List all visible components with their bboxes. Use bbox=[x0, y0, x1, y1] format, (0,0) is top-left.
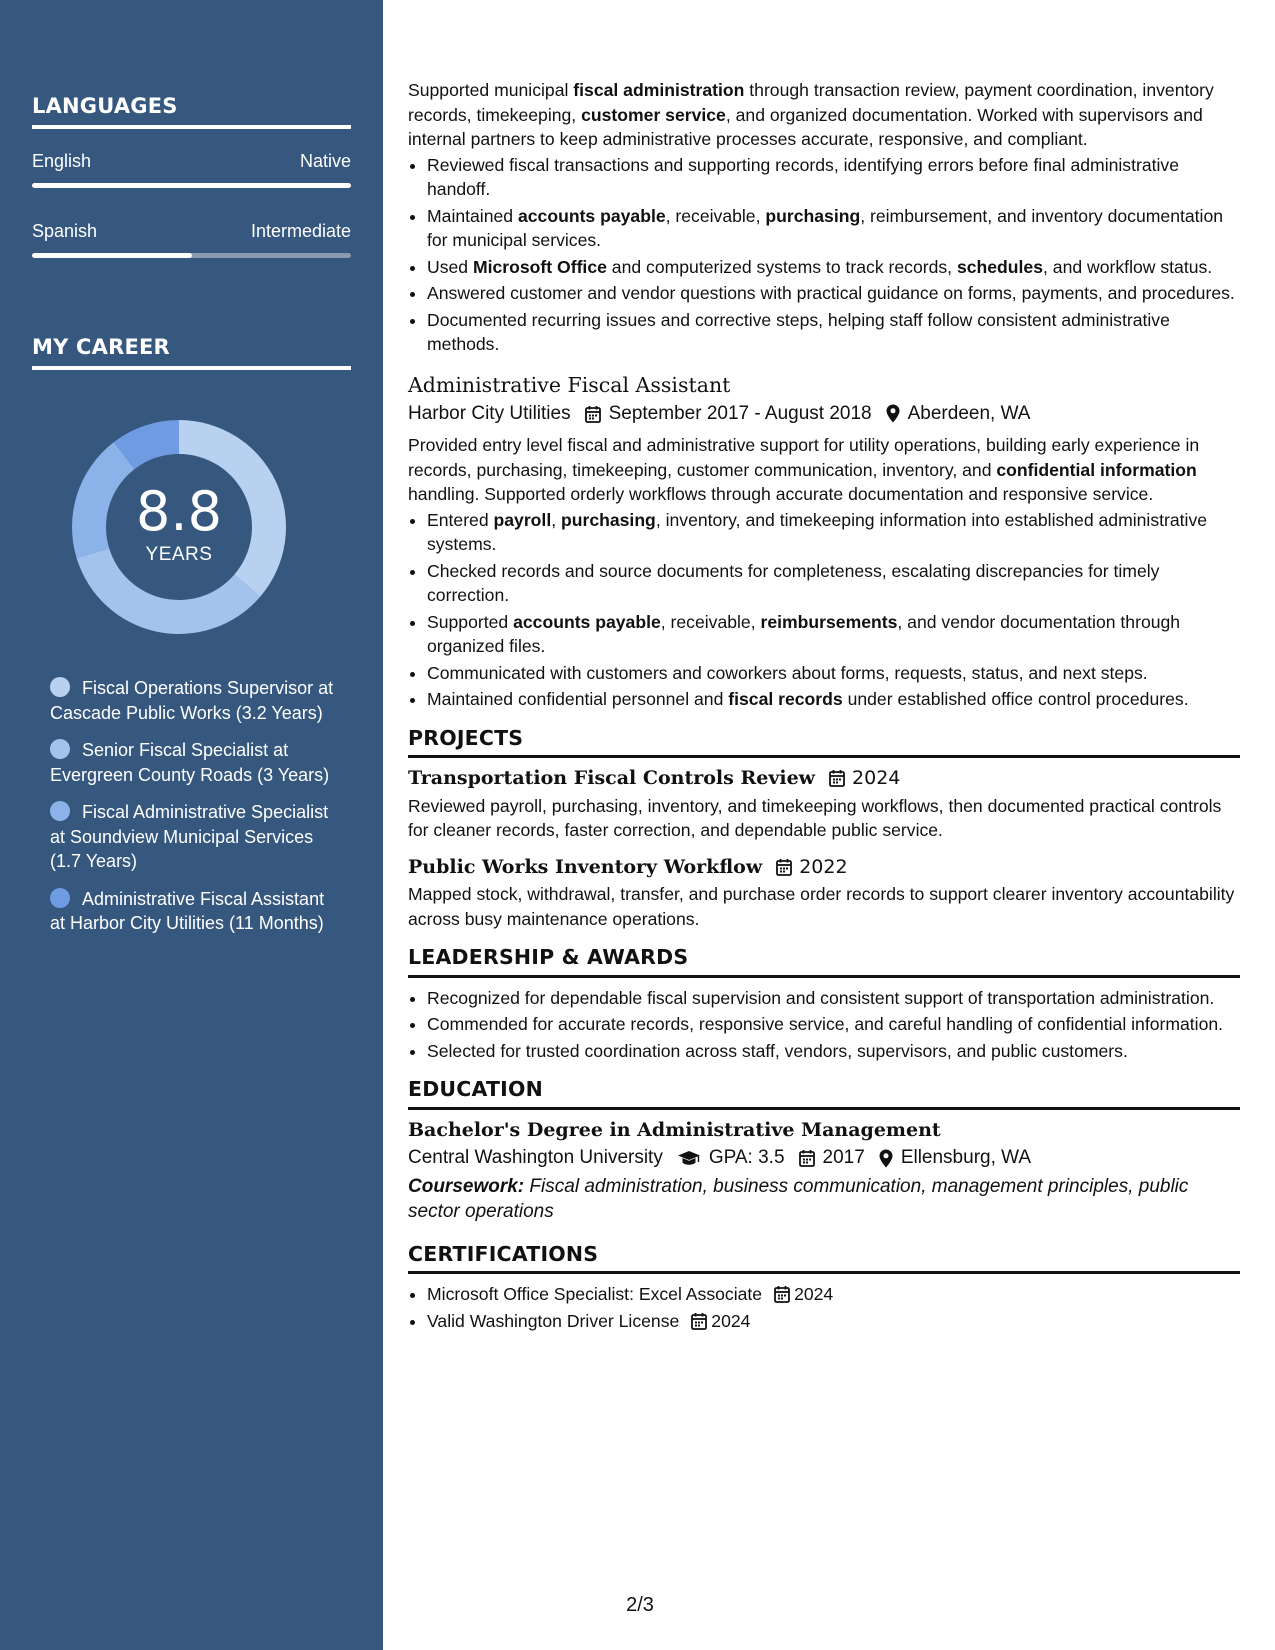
project-title: Public Works Inventory Workflow bbox=[408, 855, 763, 878]
award-item: • Commended for accurate records, responsive service, and careful handling of confidential information. bbox=[427, 1012, 1240, 1037]
language-proficiency-bar bbox=[32, 253, 351, 258]
coursework-label: Coursework: bbox=[408, 1175, 525, 1197]
calendar-icon bbox=[691, 1312, 707, 1330]
bullet-item: • Communicated with customers and coworkers about forms, requests, status, and next steps. bbox=[427, 661, 1240, 686]
career-total-years: 8.8 bbox=[136, 480, 222, 543]
calendar-icon bbox=[799, 1149, 815, 1167]
career-legend bbox=[50, 676, 340, 949]
map-pin-icon bbox=[886, 404, 900, 423]
certifications-list bbox=[408, 1282, 1240, 1333]
certification-name: • Microsoft Office Specialist: Excel Associate bbox=[427, 1284, 763, 1304]
language-row bbox=[32, 151, 351, 172]
project-description: Reviewed payroll, purchasing, inventory, and timekeeping workflows, then documented practical controls for cleaner records, faster correction, and dependable public service. bbox=[408, 795, 1222, 840]
calendar-icon bbox=[829, 769, 845, 787]
bullet-item: • Used Microsoft Office and computerized systems to track records, schedules, and workflow status. bbox=[427, 255, 1240, 280]
bullet-item: • Answered customer and vendor questions with practical guidance on forms, payments, and procedures. bbox=[427, 281, 1240, 306]
job-summary: Provided entry level fiscal and administrative support for utility operations, building early experience in records, purchasing, timekeeping, customer communication, inventory, and confidential information handling. Supported orderly workflows through accurate documentation and responsive service. bbox=[408, 435, 1200, 504]
awards-list bbox=[408, 986, 1240, 1064]
job-meta bbox=[408, 402, 1240, 427]
project-description: Mapped stock, withdrawal, transfer, and purchase order records to support clearer inventory accountability across busy maintenance operations. bbox=[408, 884, 1235, 929]
graduation-year: 2017 bbox=[822, 1147, 865, 1168]
calendar-icon bbox=[776, 858, 792, 876]
language-name: Spanish bbox=[32, 221, 98, 241]
language-proficiency-fill bbox=[32, 253, 192, 258]
languages-section bbox=[32, 94, 351, 258]
calendar-icon bbox=[585, 405, 601, 423]
career-legend-item bbox=[50, 676, 340, 725]
project-year: 2022 bbox=[799, 855, 848, 878]
education-heading: EDUCATION bbox=[408, 1077, 1240, 1110]
project-title: Transportation Fiscal Controls Review bbox=[408, 767, 816, 789]
certification-item bbox=[427, 1282, 1240, 1307]
education-meta bbox=[408, 1146, 1240, 1171]
certification-year: 2024 bbox=[711, 1310, 751, 1331]
career-section bbox=[32, 335, 351, 370]
award-item: • Selected for trusted coordination across staff, vendors, supervisors, and public customers. bbox=[427, 1039, 1240, 1064]
language-proficiency-bar bbox=[32, 183, 351, 188]
job-bullets bbox=[408, 508, 1240, 712]
language-proficiency-fill bbox=[32, 183, 351, 188]
languages-heading: LANGUAGES bbox=[32, 94, 351, 129]
bullet-item: • Reviewed fiscal transactions and supporting records, identifying errors before final administrative handoff. bbox=[427, 153, 1240, 202]
language-name: English bbox=[32, 151, 92, 171]
job-company: Harbor City Utilities bbox=[408, 402, 571, 424]
language-row bbox=[32, 221, 351, 242]
school-location: Ellensburg, WA bbox=[900, 1147, 1032, 1168]
certification-year: 2024 bbox=[794, 1284, 834, 1304]
degree-title: Bachelor's Degree in Administrative Management bbox=[408, 1118, 941, 1141]
prev-job-bullets bbox=[408, 153, 1240, 357]
career-heading: MY CAREER bbox=[32, 335, 351, 370]
legend-dot-icon bbox=[50, 739, 70, 759]
projects-heading: PROJECTS bbox=[408, 726, 1240, 759]
certifications-heading: CERTIFICATIONS bbox=[408, 1242, 1240, 1275]
certification-item bbox=[427, 1309, 1240, 1334]
career-legend-item bbox=[50, 738, 340, 787]
career-total-unit: YEARS bbox=[145, 544, 213, 565]
career-role-label: Senior Fiscal Specialist at Evergreen County Roads (3 Years) bbox=[50, 740, 330, 785]
certification-name: • Valid Washington Driver License bbox=[427, 1310, 680, 1331]
language-level: Native bbox=[299, 151, 351, 171]
coursework bbox=[408, 1174, 1240, 1224]
career-role-label: Administrative Fiscal Assistant at Harbor City Utilities (11 Months) bbox=[50, 888, 325, 933]
career-legend-item bbox=[50, 800, 340, 874]
donut-center bbox=[66, 414, 292, 640]
career-legend-item bbox=[50, 887, 340, 936]
map-pin-icon bbox=[879, 1149, 893, 1168]
awards-heading: LEADERSHIP & AWARDS bbox=[408, 945, 1240, 978]
career-role-label: Fiscal Administrative Specialist at Soundview Municipal Services (1.7 Years) bbox=[50, 802, 329, 871]
bullet-item: • Checked records and source documents for completeness, escalating discrepancies for timely correction. bbox=[427, 559, 1240, 608]
project-title-row bbox=[408, 855, 1240, 880]
legend-dot-icon bbox=[50, 677, 70, 697]
legend-dot-icon bbox=[50, 888, 70, 908]
prev-job-summary: Supported municipal fiscal administration through transaction review, payment coordination, inventory records, timekeeping, customer service, and organized documentation. Worked with supervisors and internal partners to keep administrative processes accurate, responsive, and compliant. bbox=[408, 80, 1214, 149]
bullet-item: • Supported accounts payable, receivable, reimbursements, and vendor documentation through organized files. bbox=[427, 610, 1240, 659]
gpa: GPA: 3.5 bbox=[708, 1147, 785, 1168]
project-year: 2024 bbox=[852, 767, 901, 789]
page-number: 2/3 bbox=[626, 1594, 654, 1616]
graduation-cap-icon bbox=[677, 1150, 701, 1167]
language-level: Intermediate bbox=[250, 221, 351, 241]
calendar-icon bbox=[774, 1285, 790, 1303]
sidebar bbox=[0, 0, 383, 1650]
legend-dot-icon bbox=[50, 801, 70, 821]
award-item: • Recognized for dependable fiscal supervision and consistent support of transportation administration. bbox=[427, 986, 1240, 1011]
bullet-item: • Documented recurring issues and corrective steps, helping staff follow consistent administrative methods. bbox=[427, 308, 1240, 357]
main-content bbox=[408, 78, 1240, 1335]
job-location: Aberdeen, WA bbox=[907, 402, 1031, 424]
school-name: Central Washington University bbox=[408, 1147, 663, 1168]
job-title: Administrative Fiscal Assistant bbox=[408, 372, 731, 397]
bullet-item: • Maintained confidential personnel and fiscal records under established office control procedures. bbox=[427, 687, 1240, 712]
career-donut-chart bbox=[66, 414, 292, 640]
career-role-label: Fiscal Operations Supervisor at Cascade Public Works (3.2 Years) bbox=[50, 678, 334, 723]
project-title-row bbox=[408, 766, 1240, 791]
bullet-item: • Maintained accounts payable, receivable, purchasing, reimbursement, and inventory documentation for municipal services. bbox=[427, 204, 1240, 253]
bullet-item: • Entered payroll, purchasing, inventory, and timekeeping information into established administrative systems. bbox=[427, 508, 1240, 557]
coursework-text: Fiscal administration, business communication, management principles, public sector operations bbox=[408, 1175, 1189, 1222]
job-dates: September 2017 - August 2018 bbox=[608, 402, 872, 424]
